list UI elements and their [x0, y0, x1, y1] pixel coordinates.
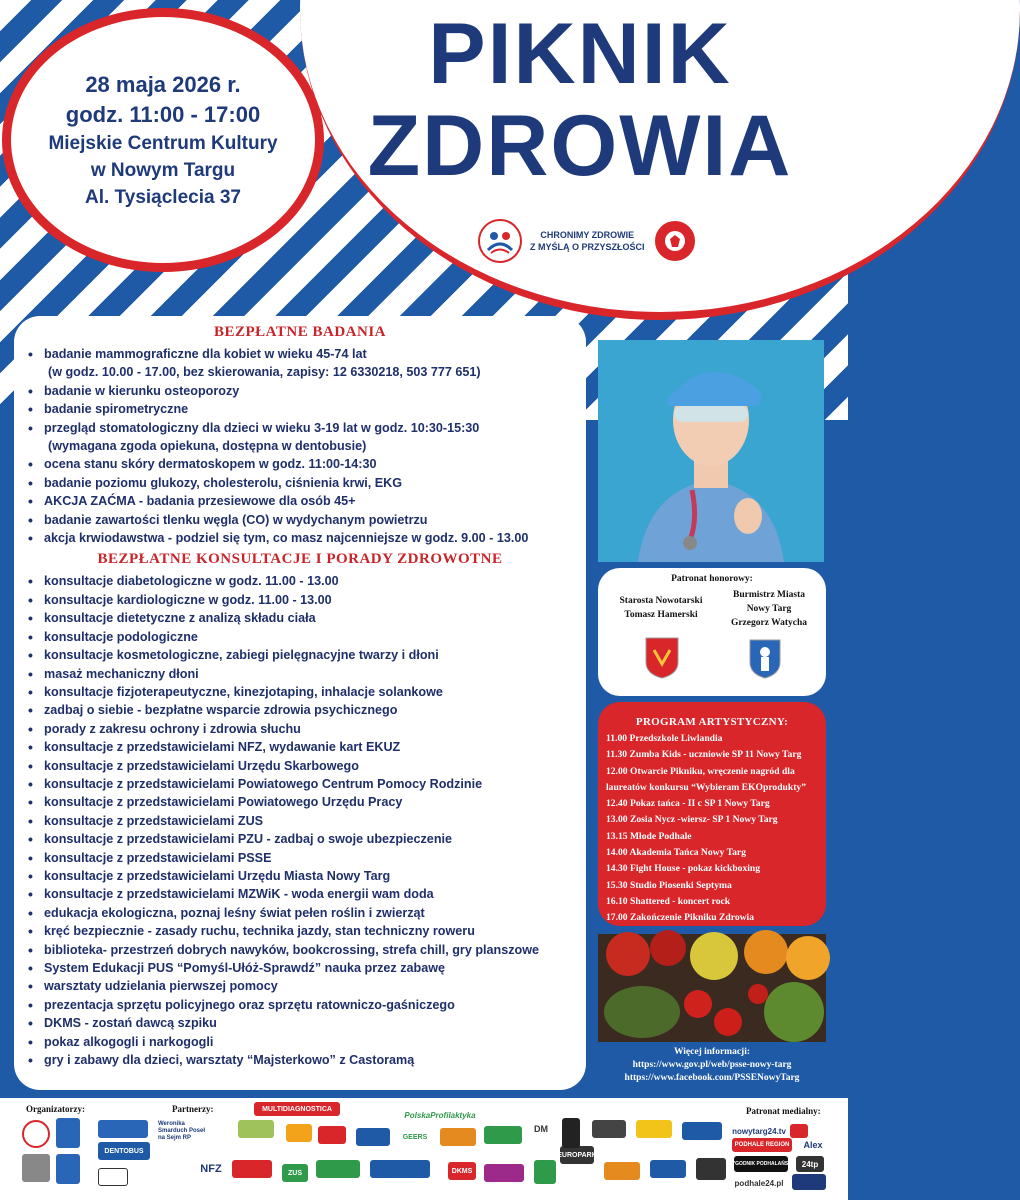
media-logo-alex: Alex — [796, 1138, 830, 1152]
konsultacje-item: • konsultacje kardiologiczne w godz. 11.00 - 13.00 — [24, 591, 576, 609]
mck-logo-icon — [22, 1154, 50, 1182]
program-item: 14.30 Fight House - pokaz kickboxing — [606, 863, 761, 875]
slogan-line2: Z MYŚLĄ O PRZYSZŁOŚCI — [530, 242, 645, 252]
info-url-facebook[interactable]: https://www.facebook.com/PSSENowyTarg — [624, 1073, 800, 1083]
konsultacje-item: • edukacja ekologiczna, poznaj leśny świat pełen roślin i zwierząt — [24, 904, 576, 922]
media-logo-24tp: 24tp — [796, 1156, 824, 1172]
konsultacje-item: • System Edukacji PUS “Pomyśl-Ułóż-Sprawdź” nauka przez zabawę — [24, 959, 576, 977]
media-logo-nowytarg24: nowytarg24.tv — [732, 1122, 786, 1140]
partner-logo-10 — [636, 1120, 672, 1138]
title-line2: ZDROWIA — [367, 98, 793, 194]
partner-logo-17 — [604, 1162, 640, 1180]
badania-item: • AKCJA ZAĆMA - badania przesiewowe dla osób 45+ — [24, 492, 576, 510]
psse-logo-icon — [22, 1120, 50, 1148]
konsultacje-item: • konsultacje fizjoterapeutyczne, kinezjotaping, inhalacje solankowe — [24, 683, 576, 701]
partner-logo-multidiagnostica: MULTIDIAGNOSTICA — [254, 1102, 340, 1116]
media-logo-tygodnik: TYGODNIK PODHALAŃSKI — [734, 1156, 788, 1172]
partner-logo-geers: GEERS — [400, 1128, 430, 1146]
partner-logo-7 — [484, 1126, 522, 1144]
partner-logo-15 — [484, 1164, 524, 1182]
konsultacje-item: • gry i zabawy dla dzieci, warsztaty “Majsterkowo” z Castoramą — [24, 1051, 576, 1069]
konsultacje-item: • konsultacje z przedstawicielami Urzędu Skarbowego — [24, 757, 576, 775]
konsultacje-item: • konsultacje z przedstawicielami Powiatowego Centrum Pomocy Rodzinie — [24, 775, 576, 793]
badania-item: (wymagana zgoda opiekuna, dostępna w dentobusie) — [48, 439, 367, 454]
badania-item: • badanie spirometryczne — [24, 400, 576, 418]
program-item: 13.15 Młode Podhale — [606, 830, 692, 842]
konsultacje-item: • biblioteka- przestrzeń dobrych nawyków, bookcrossing, strefa chill, gry planszowe — [24, 941, 576, 959]
partner-logo-19 — [696, 1158, 726, 1180]
media-logo-tv — [790, 1124, 808, 1138]
konsultacje-item: • konsultacje z przedstawicielami NFZ, wydawanie kart EKUZ — [24, 738, 576, 756]
event-date: 28 maja 2026 r. — [85, 71, 241, 97]
program-item: 11.00 Przedszkole Liwlandia — [606, 733, 723, 744]
konsultacje-item: • pokaz alkogogli i narkogogli — [24, 1033, 576, 1051]
event-address: Al. Tysiąclecia 37 — [85, 186, 241, 208]
konsultacje-item: • konsultacje z przedstawicielami PZU - zadbaj o swoje ubezpieczenie — [24, 830, 576, 848]
partner-logo-14 — [370, 1160, 430, 1178]
konsultacje-item: • zadbaj o siebie - bezpłatne wsparcie zdrowia psychicznego — [24, 701, 576, 719]
patron2-line3: Grzegorz Watycha — [730, 618, 808, 628]
info-url-gov[interactable]: https://www.gov.pl/web/psse-nowy-targ — [632, 1060, 792, 1070]
konsultacje-item: • konsultacje z przedstawicielami MZWiK - woda energii wam doda — [24, 885, 576, 903]
konsultacje-item: • konsultacje z przedstawicielami Powiatowego Urzędu Pracy — [24, 793, 576, 811]
program-item: 17.00 Zakończenie Pikniku Zdrowia — [606, 912, 755, 924]
konsultacje-item: • konsultacje diabetologiczne w godz. 11.00 - 13.00 — [24, 572, 576, 590]
program-item: 14.00 Akademia Tańca Nowy Targ — [606, 847, 746, 859]
konsultacje-item: • warsztaty udzielania pierwszej pomocy — [24, 977, 576, 995]
page-title — [340, 8, 820, 192]
partners-label: Partnerzy: — [172, 1104, 214, 1114]
konsultacje-item: • konsultacje podologiczne — [24, 628, 576, 646]
patronage-title: Patronat honorowy: — [671, 574, 753, 584]
program-title: PROGRAM ARTYSTYCZNY: — [635, 716, 789, 728]
partner-logo-6 — [440, 1128, 476, 1146]
program-item: 15.30 Studio Piosenki Septyma — [606, 879, 732, 891]
konsultacje-item: • porady z zakresu ochrony i zdrowia słuchu — [24, 720, 576, 738]
nowy-targ-logo-icon — [56, 1118, 80, 1148]
badania-item: • badanie mammograficzne dla kobiet w wieku 45-74 lat — [24, 345, 576, 363]
patron1-line2: Tomasz Hamerski — [624, 610, 698, 620]
partner-logo-20 — [98, 1168, 128, 1186]
partner-logo-zus: ZUS — [282, 1164, 308, 1182]
powiat-coat-of-arms-icon — [644, 636, 680, 680]
partner-logo-polska-profilaktyka: PolskaProfilaktyka — [400, 1108, 480, 1122]
partner-logo-smarduch: Weronika Smarduch Poseł na Sejm RP — [156, 1120, 210, 1142]
konsultacje-item: • DKMS - zostań dawcą szpiku — [24, 1014, 576, 1032]
partner-logo-9 — [592, 1120, 626, 1138]
nowy-targ-coat-of-arms-icon — [748, 634, 782, 680]
slogan-block — [478, 216, 708, 266]
vegetables-photo — [598, 934, 826, 1042]
event-venue-line2: w Nowym Targu — [90, 159, 236, 181]
partner-logo-1 — [98, 1120, 148, 1138]
konsultacje-item: • masaż mechaniczny dłoni — [24, 665, 576, 683]
badania-item: • akcja krwiodawstwa - podziel się tym, co masz najcenniejsze w godz. 9.00 - 13.00 — [24, 529, 576, 547]
program-item: 13.00 Zosia Nycz -wiersz- SP 1 Nowy Targ — [606, 814, 778, 826]
patron2-line2: Nowy Targ — [746, 604, 792, 614]
organizers-label: Organizatorzy: — [26, 1104, 85, 1114]
sponsors-footer — [0, 1098, 848, 1200]
more-info-box — [598, 1046, 826, 1092]
media-logo-podhale24: podhale24.pl — [732, 1176, 786, 1190]
partner-logo-3 — [286, 1124, 312, 1142]
partner-logo-16 — [534, 1160, 556, 1184]
patron2-line1: Burmistrz Miasta — [732, 590, 806, 600]
media-label: Patronat medialny: — [746, 1106, 821, 1116]
slogan-line1: CHRONIMY ZDROWIE — [540, 230, 635, 240]
partner-logo-12 — [232, 1160, 272, 1178]
badania-list — [24, 345, 576, 547]
konsultacje-item: • konsultacje kosmetologiczne, zabiegi pielęgnacyjne twarzy i dłoni — [24, 646, 576, 664]
media-logo-podhale-region: PODHALE REGION — [732, 1138, 792, 1152]
program-item: 12.00 Otwarcie Pikniku, wręczenie nagród dla — [606, 765, 795, 777]
badania-title: BEZPŁATNE BADANIA — [214, 324, 386, 340]
event-details-circle — [2, 8, 324, 272]
konsultacje-item: • konsultacje z przedstawicielami ZUS — [24, 812, 576, 830]
badania-item: • badanie zawartości tlenku węgla (CO) w wydychanym powietrzu — [24, 511, 576, 529]
partner-logo-dkms: DKMS — [448, 1162, 476, 1180]
konsultacje-item: • kręć bezpiecznie - zasady ruchu, technika jazdy, stan techniczny roweru — [24, 922, 576, 940]
program-item: 12.40 Pokaz tańca - II c SP 1 Nowy Targ — [606, 798, 770, 810]
info-title: Więcej informacji: — [673, 1047, 751, 1057]
honorary-patronage-box — [598, 568, 826, 696]
partner-logo-dentobus: DENTOBUS — [98, 1142, 150, 1160]
health-logo-icon — [478, 219, 522, 263]
partner-logo-dm: DM — [530, 1120, 552, 1138]
title-line1: PIKNIK — [428, 6, 732, 102]
program-item: 11.30 Zumba Kids - uczniowie SP 11 Nowy Targ — [606, 749, 802, 761]
partner-logo-5 — [356, 1128, 390, 1146]
event-hours: godz. 11:00 - 17:00 — [65, 101, 261, 127]
crest-logo-icon — [56, 1154, 80, 1184]
partner-logo-4 — [318, 1126, 346, 1144]
badania-item: (w godz. 10.00 - 17.00, bez skierowania, zapisy: 12 6330218, 503 777 651) — [48, 365, 481, 380]
media-logo-other — [792, 1174, 826, 1190]
main-services-panel — [14, 316, 586, 1090]
konsultacje-title: BEZPŁATNE KONSULTACJE I PORADY ZDROWOTNE — [97, 551, 503, 568]
partner-logo-11 — [682, 1122, 722, 1140]
partner-logo-13 — [316, 1160, 360, 1178]
sanepid-logo-icon — [653, 219, 697, 263]
partner-logo-europark: EUROPARK — [560, 1146, 594, 1164]
konsultacje-item: • konsultacje dietetyczne z analizą składu ciała — [24, 609, 576, 627]
artistic-program-box — [598, 702, 826, 926]
konsultacje-item: • konsultacje z przedstawicielami PSSE — [24, 849, 576, 867]
partner-logo-18 — [650, 1160, 686, 1178]
badania-item: • ocena stanu skóry dermatoskopem w godz. 11:00-14:30 — [24, 455, 576, 473]
program-item: 16.10 Shattered - koncert rock — [606, 895, 731, 907]
konsultacje-item: • prezentacja sprzętu policyjnego oraz sprzętu ratowniczo-gaśniczego — [24, 996, 576, 1014]
partner-logo-2 — [238, 1120, 274, 1138]
badania-item: • badanie poziomu glukozy, cholesterolu, ciśnienia krwi, EKG — [24, 474, 576, 492]
konsultacje-item: • konsultacje z przedstawicielami Urzędu Miasta Nowy Targ — [24, 867, 576, 885]
patron1-line1: Starosta Nowotarski — [619, 596, 703, 606]
program-list — [606, 731, 818, 927]
konsultacje-list — [24, 572, 576, 1069]
doctor-photo — [598, 340, 824, 562]
event-venue-line1: Miejskie Centrum Kultury — [48, 132, 278, 154]
badania-item: • przegląd stomatologiczny dla dzieci w wieku 3-19 lat w godz. 10:30-15:30 — [24, 419, 576, 437]
partner-logo-8 — [562, 1118, 580, 1148]
program-item: laureatów konkursu “Wybieram EKOprodukty” — [606, 781, 806, 793]
badania-item: • badanie w kierunku osteoporozy — [24, 382, 576, 400]
partner-logo-nfz: NFZ — [196, 1160, 226, 1178]
